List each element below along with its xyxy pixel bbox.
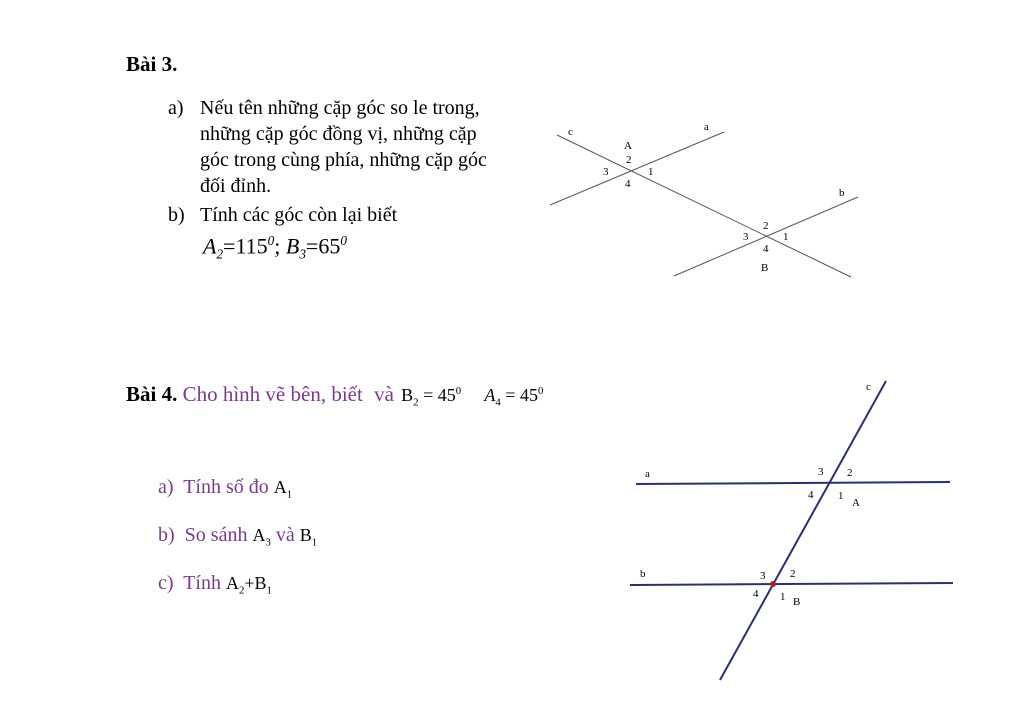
bai4-title: Bài 4. xyxy=(126,382,178,406)
fig2-line-b xyxy=(630,583,953,585)
formula-b-var: B xyxy=(285,233,300,259)
bai4-intro: Cho hình vẽ bên, biết xyxy=(182,382,363,406)
bai4-item-c: c) Tính $A_2+B_1$ xyxy=(158,572,272,597)
formula-b-sub: 3 xyxy=(299,246,306,262)
fig2-A-angle-2: 2 xyxy=(847,467,853,479)
bai3-a-line-3: góc trong cùng phía, những cặp góc xyxy=(200,149,487,171)
fig2-A-angle-4: 4 xyxy=(808,489,814,501)
formula-b-deg: 0 xyxy=(340,233,347,248)
fig2-A-angle-3: 3 xyxy=(818,466,824,478)
formula-a-eq: =115 xyxy=(223,233,268,259)
fig1-label-a: a xyxy=(704,121,709,133)
fig2-label-a: a xyxy=(645,468,650,480)
bai3-a-line-1: Nếu tên những cặp góc so le trong, xyxy=(200,97,480,119)
fig1-B-angle-2: 2 xyxy=(763,220,769,232)
fig2-point-B: B xyxy=(793,596,801,608)
fig2-label-c: c xyxy=(866,381,871,393)
fig1-label-c: c xyxy=(568,126,573,138)
bai3-a-line-4: đối đỉnh. xyxy=(200,175,272,197)
fig1-A-angle-3: 3 xyxy=(603,166,609,178)
fig1-B-angle-4: 4 xyxy=(763,243,769,255)
formula-a-var: A xyxy=(203,233,217,259)
fig1-B-angle-1: 1 xyxy=(783,231,789,243)
fig2-A-angle-1: 1 xyxy=(838,490,844,502)
fig2-point-A: A xyxy=(852,497,860,509)
fig2-line-a xyxy=(636,482,950,484)
fig2-B-angle-1: 1 xyxy=(780,591,786,603)
fig1-A-angle-2: 2 xyxy=(626,154,632,166)
bai4-given-a: $A_4 = 45^0$ xyxy=(484,385,544,409)
fig2-line-c xyxy=(720,381,886,680)
fig1-label-b: b xyxy=(839,187,845,199)
formula-b-eq: =65 xyxy=(305,233,341,259)
fig1-point-B: B xyxy=(761,262,769,274)
bai3-b-text: Tính các góc còn lại biết xyxy=(200,204,398,226)
fig2-B-angle-4: 4 xyxy=(753,588,759,600)
fig1-point-A: A xyxy=(624,140,632,152)
bai3-b-marker: b) xyxy=(168,204,185,226)
fig2-B-angle-2: 2 xyxy=(790,568,796,580)
bai3-title: Bài 3. xyxy=(126,52,178,76)
fig2-label-b: b xyxy=(640,568,646,580)
bai3-a-line-2: những cặp góc đồng vị, những cặp xyxy=(200,123,477,145)
fig1-A-angle-1: 1 xyxy=(648,166,654,178)
formula-sep: ; xyxy=(274,233,281,259)
bai4-item-a: a) Tính số đo $A_1$ xyxy=(158,476,293,501)
fig2-point-B-dot xyxy=(770,581,776,587)
formula-a-deg: 0 xyxy=(267,233,275,248)
fig1-A-angle-4: 4 xyxy=(625,178,631,190)
bai4-and: và xyxy=(374,382,394,406)
fig2-B-angle-3: 3 xyxy=(760,570,766,582)
bai4-given-b: $B_2 = 45^0$ xyxy=(401,385,462,409)
fig1-B-angle-3: 3 xyxy=(743,231,749,243)
bai3-a-marker: a) xyxy=(168,97,184,119)
formula-a-sub: 2 xyxy=(216,246,224,262)
bai4-item-b: b) So sánh $A_3$ và $B_1$ xyxy=(158,524,318,549)
